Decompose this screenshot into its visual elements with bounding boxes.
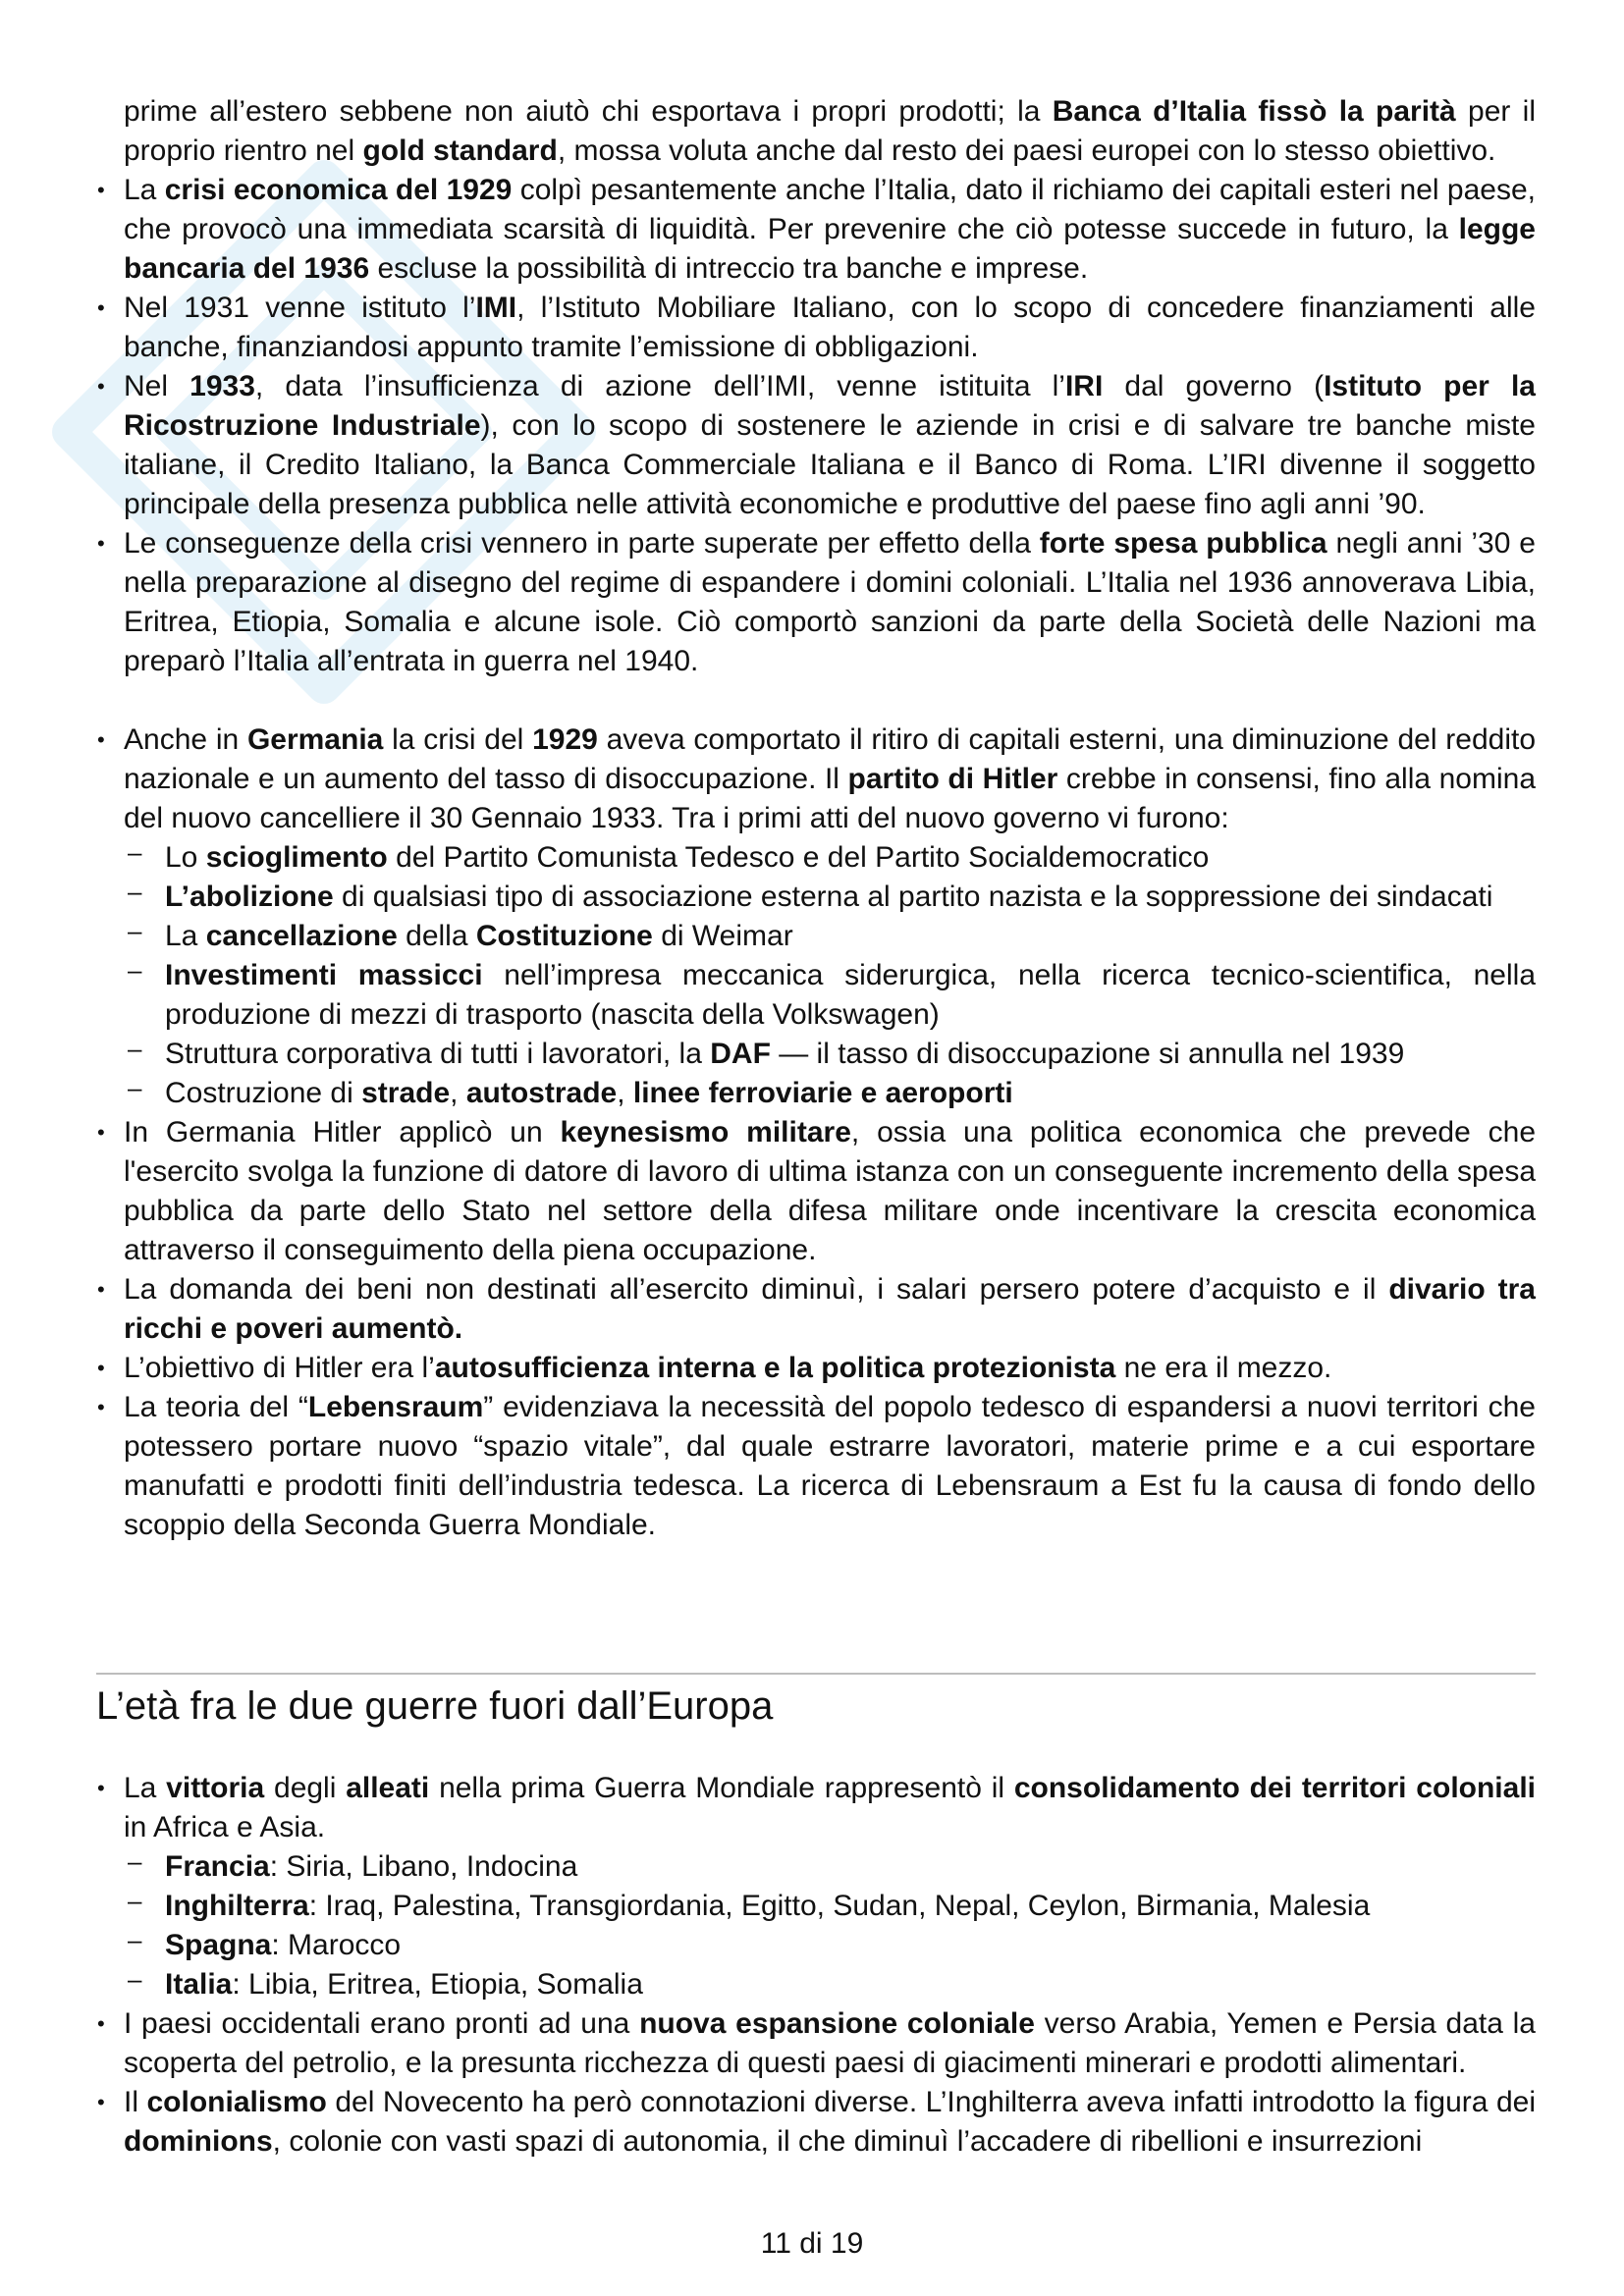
bullet-iri: • Nel 1933, data l’insufficienza di azione dell’IMI, venne istituita l’IRI dal governo (Istituto per la Ricostruzione Industriale), con lo scopo di sostenere le aziende in crisi e di salvare tre banche miste italiane, il Credito Italiano, la Banca Commerciale Italiana e il Banco di Roma. L’IRI divenne il soggetto principale della presenza pubblica nelle attività economiche e produttive del paese fino agli anni ’90. [124, 367, 1536, 524]
bullet-crisi-1929: • La crisi economica del 1929 colpì pesantemente anche l’Italia, dato il richiamo dei capitali esteri nel paese, che provocò una immediata scarsità di liquidità. Per prevenire che ciò potesse succede in futuro, la legge bancaria del 1936 escluse la possibilità di intreccio tra banche e imprese. [124, 171, 1536, 289]
colony-item: – Italia: Libia, Eritrea, Etiopia, Somalia [124, 1965, 1536, 2004]
dash-item: – Lo scioglimento del Partito Comunista Tedesco e del Partito Socialdemocratico [124, 838, 1536, 878]
bullet-keynesismo: • In Germania Hitler applicò un keynesismo militare, ossia una politica economica che prevede che l'esercito svolga la funzione di datore di lavoro di ultima istanza con un conseguente incremento della spesa pubblica da parte dello Stato nel settore della difesa militare onde incentivare la crescita economica attraverso il conseguimento della piena occupazione. [124, 1113, 1536, 1270]
dash-item: – La cancellazione della Costituzione di Weimar [124, 917, 1536, 956]
bullet-spesa-pubblica: • Le conseguenze della crisi vennero in parte superate per effetto della forte spesa pubblica negli anni ’30 e nella preparazione al disegno del regime di espandere i domini coloniali. L’Italia nel 1936 annoverava Libia, Eritrea, Etiopia, Somalia e alcune isole. Ciò comportò sanzioni da parte della Società delle Nazioni ma preparò l’Italia all’entrata in guerra nel 1940. [124, 524, 1536, 681]
colony-item: – Inghilterra: Iraq, Palestina, Transgiordania, Egitto, Sudan, Nepal, Ceylon, Birmania, Malesia [124, 1887, 1536, 1926]
bullet-germania: • Anche in Germania la crisi del 1929 aveva comportato il ritiro di capitali esterni, una diminuzione del reddito nazionale e un aumento del tasso di disoccupazione. Il partito di Hitler crebbe in consensi, fino alla nomina del nuovo cancelliere il 30 Gennaio 1933. Tra i primi atti del nuovo governo vi furono: [124, 721, 1536, 838]
bullet-vittoria-alleati: • La vittoria degli alleati nella prima Guerra Mondiale rappresentò il consolidamento dei territori coloniali in Africa e Asia. [124, 1769, 1536, 1847]
bullet-espansione: • I paesi occidentali erano pronti ad una nuova espansione coloniale verso Arabia, Yemen e Persia data la scoperta del petrolio, e la presunta ricchezza di questi paesi di giacimenti minerari e prodotti alimentari. [124, 2004, 1536, 2083]
document-body-top [124, 92, 1536, 1545]
section-divider [96, 1673, 1536, 1675]
colony-item: – Francia: Siria, Libano, Indocina [124, 1847, 1536, 1887]
bullet-obiettivo: • L’obiettivo di Hitler era l’autosufficienza interna e la politica protezionista ne era il mezzo. [124, 1349, 1536, 1388]
bullet-domanda: • La domanda dei beni non destinati all’esercito diminuì, i salari persero potere d’acquisto e il divario tra ricchi e poveri aumentò. [124, 1270, 1536, 1349]
dash-item: – L’abolizione di qualsiasi tipo di associazione esterna al partito nazista e la soppressione dei sindacati [124, 878, 1536, 917]
bullet-colonialismo: • Il colonialismo del Novecento ha però connotazioni diverse. L’Inghilterra aveva infatti introdotto la figura dei dominions, colonie con vasti spazi di autonomia, il che diminuì l’accadere di ribellioni e insurrezioni [124, 2083, 1536, 2162]
dash-item: – Struttura corporativa di tutti i lavoratori, la DAF — il tasso di disoccupazione si annulla nel 1939 [124, 1035, 1536, 1074]
colony-item: – Spagna: Marocco [124, 1926, 1536, 1965]
page-number: 11 di 19 [760, 2227, 864, 2260]
document-body-bottom [124, 1769, 1536, 2162]
bullet-imi: • Nel 1931 venne istituto l’IMI, l’Istituto Mobiliare Italiano, con lo scopo di concedere finanziamenti alle banche, finanziandosi appunto tramite l’emissione di obbligazioni. [124, 289, 1536, 367]
intro-paragraph: prime all’estero sebbene non aiutò chi esportava i propri prodotti; la Banca d’Italia fissò la parità per il proprio rientro nel gold standard, mossa voluta anche dal resto dei paesi europei con lo stesso obiettivo. [124, 95, 1536, 167]
section-heading: L’età fra le due guerre fuori dall’Europa [96, 1684, 774, 1728]
dash-item: – Investimenti massicci nell’impresa meccanica siderurgica, nella ricerca tecnico-scientifica, nella produzione di mezzi di trasporto (nascita della Volkswagen) [124, 956, 1536, 1035]
bullet-lebensraum: • La teoria del “Lebensraum” evidenziava la necessità del popolo tedesco di espandersi a nuovi territori che potessero portare nuovo “spazio vitale”, dal quale estrarre lavoratori, materie prime e a cui esportare manufatti e prodotti finiti dell’industria tedesca. La ricerca di Lebensraum a Est fu la causa di fondo dello scoppio della Seconda Guerra Mondiale. [124, 1388, 1536, 1545]
dash-item: – Costruzione di strade, autostrade, linee ferroviarie e aeroporti [124, 1074, 1536, 1113]
